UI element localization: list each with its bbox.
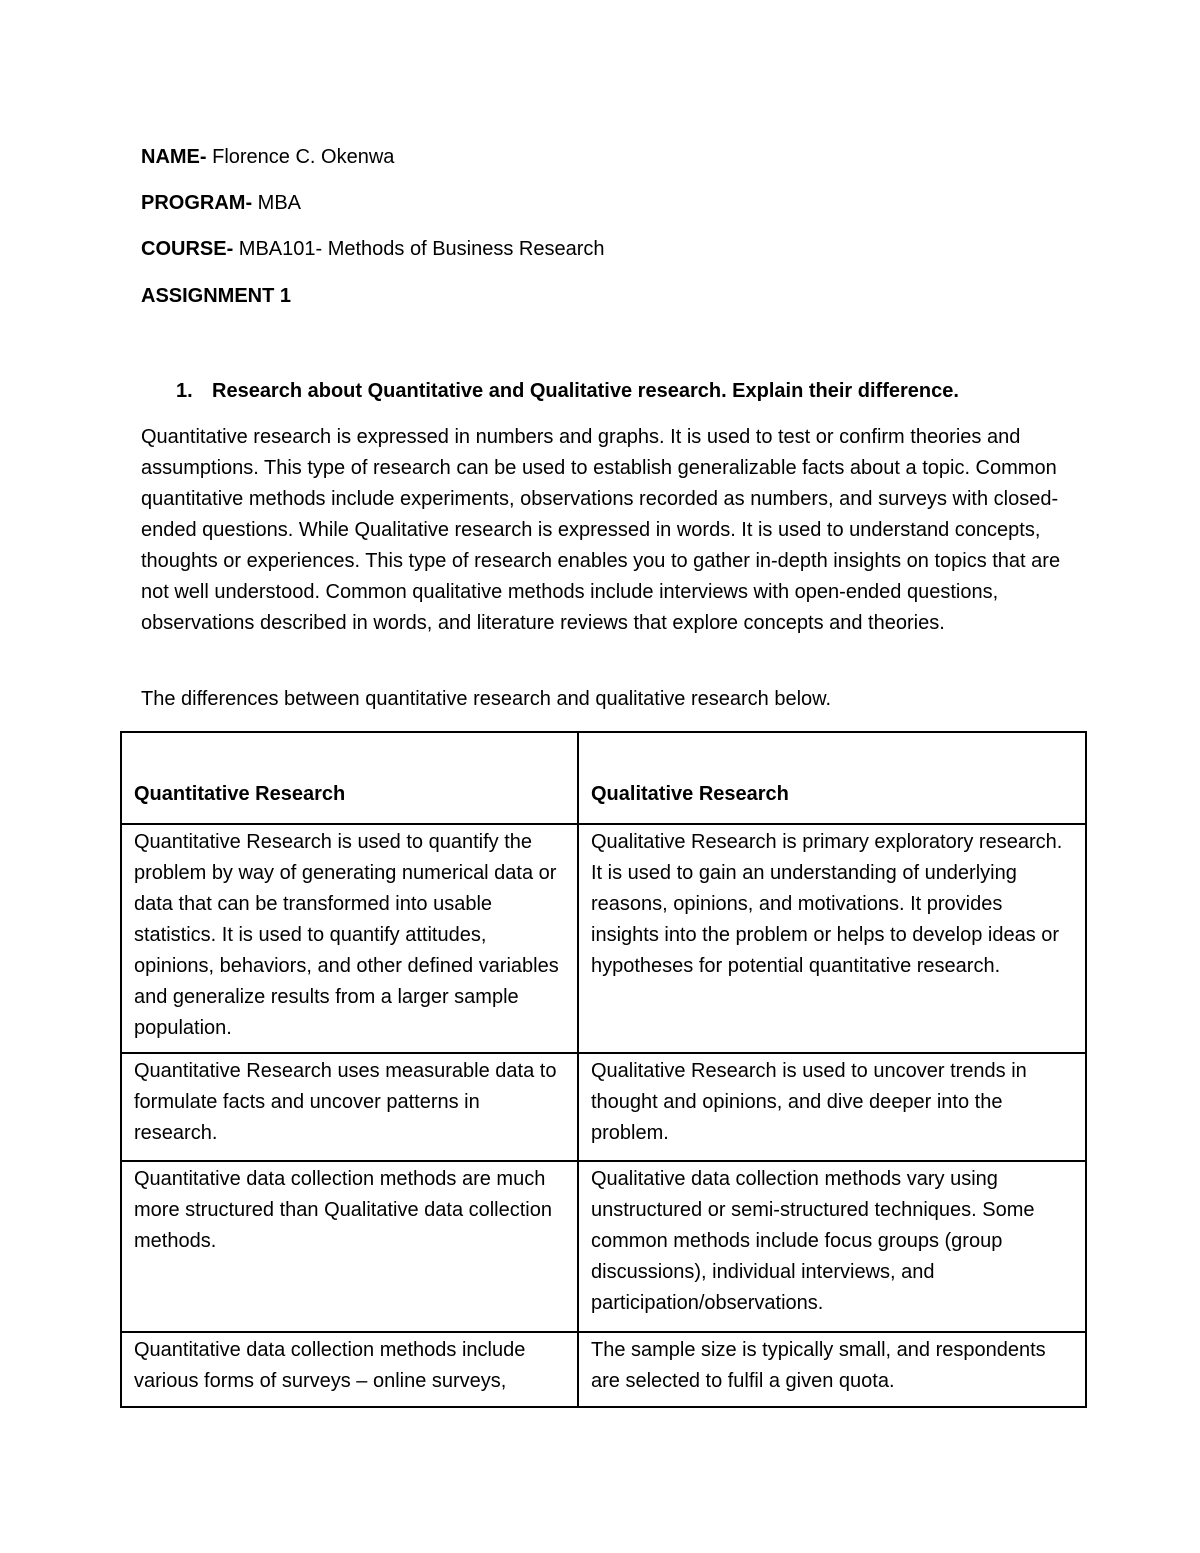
comparison-table — [120, 731, 1087, 1408]
table-cell-qualitative: Qualitative Research is used to uncover trends in thought and opinions, and dive deeper into the problem. — [578, 1053, 1086, 1161]
table-cell-quantitative: Quantitative data collection methods include various forms of surveys – online surveys, — [121, 1332, 578, 1407]
table-row — [121, 1332, 1086, 1407]
question-number: 1. — [176, 380, 193, 402]
table-cell-quantitative: Quantitative Research uses measurable data to formulate facts and uncover patterns in research. — [121, 1053, 578, 1161]
table-row — [121, 1161, 1086, 1332]
header-qualitative: Qualitative Research — [578, 732, 1086, 824]
table-row — [121, 1053, 1086, 1161]
table-cell-quantitative: Quantitative data collection methods are much more structured than Qualitative data collection methods. — [121, 1161, 578, 1332]
table-cell-qualitative: Qualitative Research is primary exploratory research. It is used to gain an understanding of underlying reasons, opinions, and motivations. It provides insights into the problem or helps to develop ideas or hypotheses for potential quantitative research. — [578, 824, 1086, 1053]
program-value: MBA — [252, 192, 302, 214]
program-label: PROGRAM- — [141, 192, 253, 214]
table-header-row — [121, 732, 1086, 824]
student-name-line — [141, 145, 394, 169]
name-value: Florence C. Okenwa — [206, 146, 395, 168]
body-paragraph-1: Quantitative research is expressed in numbers and graphs. It is used to test or confirm theories and assumptions. This type of research can be used to establish generalizable facts about a topic. Common quantitative methods include experiments, observations recorded as numbers, and surveys with closed-ended questions. While Qualitative research is expressed in words. It is used to understand concepts, thoughts or experiences. This type of research enables you to gather in-depth insights on topics that are not well understood. Common qualitative methods include interviews with open-ended questions, observations described in words, and literature reviews that explore concepts and theories. — [141, 426, 1061, 634]
name-label: NAME- — [141, 146, 207, 168]
table-cell-qualitative: The sample size is typically small, and respondents are selected to fulfil a given quota. — [578, 1332, 1086, 1407]
question-heading — [176, 379, 959, 403]
table-cell-qualitative: Qualitative data collection methods vary using unstructured or semi-structured techniques. Some common methods include focus groups (group discussions), individual interviews, and participation/observations. — [578, 1161, 1086, 1332]
program-line — [141, 191, 301, 215]
body-paragraph-2: The differences between quantitative research and qualitative research below. — [141, 688, 832, 710]
assignment-title: ASSIGNMENT 1 — [141, 285, 292, 307]
table-cell-quantitative: Quantitative Research is used to quantify the problem by way of generating numerical data or data that can be transformed into usable statistics. It is used to quantify attitudes, opinions, behaviors, and other defined variables and generalize results from a larger sample population. — [121, 824, 578, 1053]
course-line — [141, 237, 605, 261]
header-quantitative: Quantitative Research — [121, 732, 578, 824]
course-label: COURSE- — [141, 238, 234, 260]
question-text: Research about Quantitative and Qualitative research. Explain their difference. — [212, 380, 959, 402]
course-value: MBA101- Methods of Business Research — [233, 238, 605, 260]
table-row — [121, 824, 1086, 1053]
